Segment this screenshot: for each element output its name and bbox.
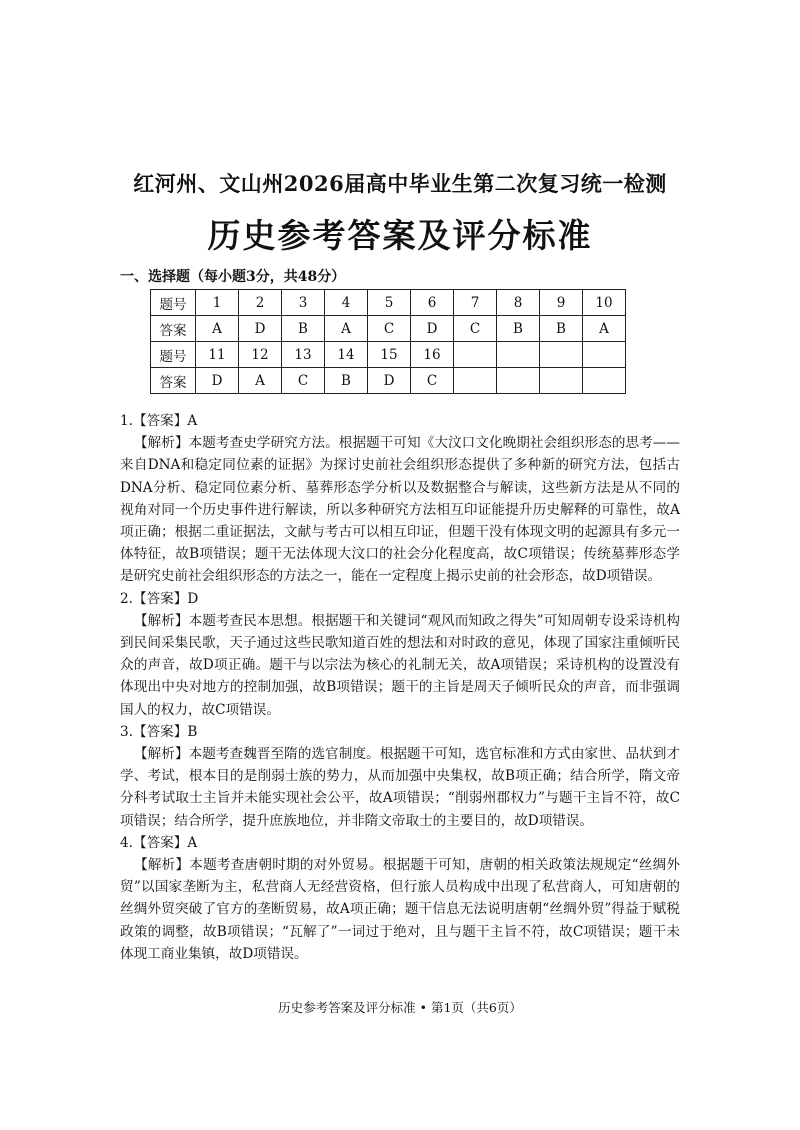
table-cell: 4	[325, 290, 368, 316]
table-cell: B	[497, 316, 540, 342]
document-title: 历史参考答案及评分标准	[207, 216, 593, 255]
question-answer: 1.【答案】A	[120, 413, 198, 429]
table-cell: B	[540, 316, 583, 342]
question-analysis: 【解析】本题考查魏晋至隋的选官制度。根据题干可知，选官标准和方式由家世、品状到才学、考试，根本目的是削弱士族的势力，从而加强中央集权，故B项正确；结合所学，隋文帝分科考试取士主旨并未能实现社会公平，故A项错误；“削弱州郡权力”与题干主旨不符，故C项错误；结合所学，提升庶族地位，并非隋文帝取士的主要目的，故D项错误。	[120, 746, 680, 829]
table-cell	[454, 368, 497, 394]
table-cell: 15	[368, 342, 411, 368]
table-cell: 8	[497, 290, 540, 316]
analysis-body	[120, 410, 680, 965]
table-cell: 3	[282, 290, 325, 316]
question-analysis: 【解析】本题考查唐朝时期的对外贸易。根据题干可知，唐朝的相关政策法规规定“丝绸外贸”以国家垄断为主，私营商人无经营资格，但行旅人员构成中出现了私营商人，可知唐朝的丝绸外贸突破了官方的垄断贸易，故A项正确；题干信息无法说明唐朝“丝绸外贸”得益于赋税政策的调整，故B项错误；“瓦解了”一词过于绝对，且与题干主旨不符，故C项错误；题干未体现工商业集镇，故D项错误。	[120, 857, 680, 962]
table-cell	[583, 342, 626, 368]
table-cell	[497, 342, 540, 368]
table-cell: C	[282, 368, 325, 394]
table-cell: A	[196, 316, 239, 342]
table-cell: 10	[583, 290, 626, 316]
table-cell: 2	[239, 290, 282, 316]
answer-table	[150, 289, 626, 394]
table-cell	[497, 368, 540, 394]
table-cell: 5	[368, 290, 411, 316]
exam-title: 红河州、文山州2026届高中毕业生第二次复习统一检测	[133, 171, 667, 196]
table-cell	[540, 342, 583, 368]
table-cell: C	[454, 316, 497, 342]
table-cell: 6	[411, 290, 454, 316]
table-cell: A	[583, 316, 626, 342]
table-row	[151, 368, 626, 394]
table-cell	[583, 368, 626, 394]
table-cell: D	[411, 316, 454, 342]
table-cell	[540, 368, 583, 394]
table-row-header: 题号	[151, 290, 196, 316]
question-answer: 4.【答案】A	[120, 834, 198, 851]
table-cell: B	[325, 368, 368, 394]
table-row	[151, 290, 626, 316]
table-row-header: 答案	[151, 368, 196, 394]
table-row-header: 答案	[151, 316, 196, 342]
question-answer: 3.【答案】B	[120, 723, 198, 740]
table-row	[151, 342, 626, 368]
section-heading-choice: 一、选择题（每小题3分，共48分）	[120, 269, 346, 285]
table-cell: 1	[196, 290, 239, 316]
table-cell: D	[239, 316, 282, 342]
table-cell	[454, 342, 497, 368]
table-cell: 11	[196, 342, 239, 368]
table-cell: D	[368, 368, 411, 394]
table-cell: C	[368, 316, 411, 342]
question-analysis: 【解析】本题考查民本思想。根据题干和关键词“观风而知政之得失”可知周朝专设采诗机构到民间采集民歌，天子通过这些民歌知道百姓的想法和对时政的意见，体现了国家注重倾听民众的声音，故D项正确。题干与以宗法为核心的礼制无关，故A项错误；采诗机构的设置没有体现出中央对地方的控制加强，故B项错误；题干的主旨是周天子倾听民众的声音，而非强调国人的权力，故C项错误。	[120, 612, 680, 718]
table-cell: A	[239, 368, 282, 394]
table-cell: 16	[411, 342, 454, 368]
table-cell: 14	[325, 342, 368, 368]
table-cell: 12	[239, 342, 282, 368]
table-cell: C	[411, 368, 454, 394]
table-row-header: 题号	[151, 342, 196, 368]
table-row	[151, 316, 626, 342]
table-cell: B	[282, 316, 325, 342]
table-cell: D	[196, 368, 239, 394]
table-cell: 9	[540, 290, 583, 316]
table-cell: 7	[454, 290, 497, 316]
question-answer: 2.【答案】D	[120, 590, 199, 607]
question-analysis: 【解析】本题考查史学研究方法。根据题干可知《大汶口文化晚期社会组织形态的思考——来自DNA和稳定同位素的证据》为探讨史前社会组织形态提供了多种新的研究方法，包括古DNA分析、稳定同位素分析、墓葬形态学分析以及数据整合与解读，这些新方法是从不同的视角对同一个历史事件进行解读，所以多种研究方法相互印证能提升历史解释的可靠性，故A项正确；根据二重证据法，文献与考古可以相互印证，但题干没有体现文明的起源具有多元一体特征，故B项错误；题干无法体现大汶口的社会分化程度高，故C项错误；传统墓葬形态学是研究史前社会组织形态的方法之一，能在一定程度上揭示史前的社会形态，故D项错误。	[120, 435, 680, 585]
table-cell: A	[325, 316, 368, 342]
page-footer: 历史参考答案及评分标准 • 第1页（共6页）	[278, 1000, 522, 1015]
table-cell: 13	[282, 342, 325, 368]
